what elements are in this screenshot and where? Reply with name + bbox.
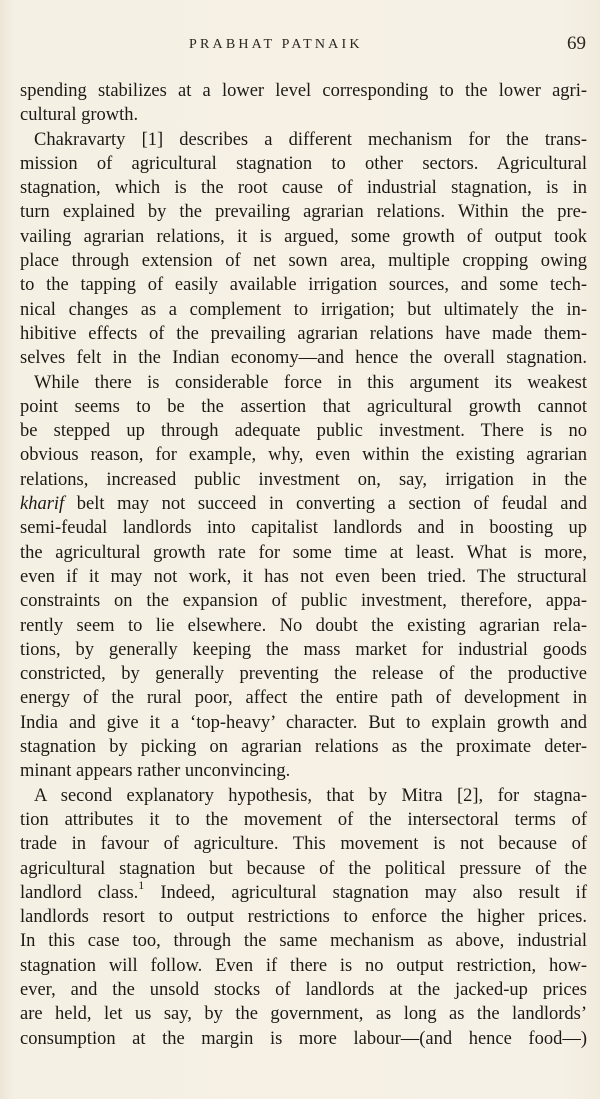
line-text: stagnation by picking on agrarian relations as the proximate deter-	[20, 737, 587, 758]
text-line	[20, 1027, 587, 1051]
text-line	[20, 686, 587, 710]
line-text: turn explained by the prevailing agrarian relations. Within the pre-	[20, 202, 587, 223]
line-text: Indeed, agricultural stagnation may also result if	[144, 882, 587, 903]
text-line	[20, 298, 587, 322]
line-text: Chakravarty [1] describes a different mechanism for the trans-	[34, 129, 587, 150]
line-text: belt may not succeed in converting a section of feudal and	[64, 494, 587, 515]
text-line	[20, 79, 587, 103]
line-text: even if it may not work, it has not even been tried. The structural	[20, 566, 587, 587]
text-line	[20, 1002, 587, 1026]
text-line	[20, 249, 587, 273]
line-text: constricted, by generally preventing the release of the productive	[20, 664, 587, 685]
body-text	[20, 79, 587, 1051]
line-text: trade in favour of agriculture. This movement is not because of	[20, 834, 587, 855]
line-text: energy of the rural poor, affect the entire path of development in	[20, 688, 587, 709]
line-text: cultural growth.	[20, 105, 139, 126]
line-text: vailing agrarian relations, it is argued, some growth of output took	[20, 226, 587, 247]
line-text: India and give it a ‘top-heavy’ character. But to explain growth and	[20, 712, 587, 733]
text-line	[20, 954, 587, 978]
line-text: stagnation, which is the root cause of industrial stagnation, is in	[20, 178, 587, 199]
line-text: agricultural stagnation but because of the political pressure of the	[20, 858, 587, 879]
text-line	[20, 589, 587, 613]
italic-term: kharif	[20, 494, 65, 515]
line-text: tions, by generally keeping the mass market for industrial goods	[20, 639, 587, 660]
line-text: A second explanatory hypothesis, that by Mitra [2], for stagna-	[34, 785, 587, 806]
running-head: PRABHAT PATNAIK	[189, 37, 363, 52]
text-line	[20, 711, 587, 735]
text-line	[20, 443, 587, 467]
text-line	[20, 176, 587, 200]
line-text: While there is considerable force in this argument its weakest	[34, 372, 587, 393]
line-text: the agricultural growth rate for some time at least. What is more,	[20, 542, 587, 563]
text-line	[20, 492, 587, 516]
line-text: be stepped up through adequate public investment. There is no	[20, 421, 587, 442]
page-number: 69	[567, 33, 586, 54]
text-line	[20, 759, 587, 783]
line-text: constraints on the expansion of public investment, therefore, appa-	[20, 591, 587, 612]
line-text: In this case too, through the same mechanism as above, industrial	[20, 931, 587, 952]
line-text: minant appears rather unconvincing.	[20, 761, 291, 782]
text-line	[20, 735, 587, 759]
page-header	[0, 33, 600, 57]
text-line	[20, 905, 587, 929]
line-text: nical changes as a complement to irrigation; but ultimately the in-	[20, 299, 587, 320]
text-line	[20, 877, 587, 905]
line-text: semi-feudal landlords into capitalist landlords and in boosting up	[20, 518, 587, 539]
text-line	[20, 371, 587, 395]
text-line	[20, 614, 587, 638]
text-line	[20, 808, 587, 832]
text-line	[20, 395, 587, 419]
line-text: rently seem to lie elsewhere. No doubt the existing agrarian rela-	[20, 615, 587, 636]
line-text: hibitive effects of the prevailing agrarian relations have made them-	[20, 323, 587, 344]
text-line	[20, 468, 587, 492]
text-line	[20, 273, 587, 297]
line-text: ever, and the unsold stocks of landlords at the jacked-up prices	[20, 979, 587, 1000]
text-line	[20, 346, 587, 370]
text-line	[20, 784, 587, 808]
text-line	[20, 662, 587, 686]
line-text: to the tapping of easily available irrigation sources, and some tech-	[20, 275, 587, 296]
text-line	[20, 541, 587, 565]
text-line	[20, 103, 587, 127]
line-text: tion attributes it to the movement of the intersectoral terms of	[20, 809, 587, 830]
line-text: place through extension of net sown area, multiple cropping owing	[20, 251, 587, 272]
text-line	[20, 929, 587, 953]
line-text: landlord class.	[20, 882, 139, 903]
text-line	[20, 565, 587, 589]
line-text: are held, let us say, by the government, as long as the landlords’	[20, 1004, 587, 1025]
text-line	[20, 225, 587, 249]
line-text: spending stabilizes at a lower level corresponding to the lower agri-	[20, 81, 587, 101]
text-line	[20, 638, 587, 662]
line-text: relations, increased public investment on, say, irrigation in the	[20, 469, 587, 490]
text-line	[20, 978, 587, 1002]
text-line	[20, 516, 587, 540]
text-line	[20, 128, 587, 152]
text-line	[20, 857, 587, 881]
line-text: obvious reason, for example, why, even within the existing agrarian	[20, 445, 587, 466]
line-text: landlords resort to output restrictions to enforce the higher prices.	[20, 907, 587, 928]
text-line	[20, 419, 587, 443]
line-text: point seems to be the assertion that agricultural growth cannot	[20, 396, 587, 417]
line-text: consumption at the margin is more labour—(and hence food—)	[20, 1028, 587, 1049]
text-line	[20, 832, 587, 856]
line-text: selves felt in the Indian economy—and hence the overall stagnation.	[20, 348, 587, 369]
line-text: stagnation will follow. Even if there is no output restriction, how-	[20, 955, 587, 976]
text-line	[20, 200, 587, 224]
line-text: mission of agricultural stagnation to other sectors. Agricultural	[20, 153, 587, 174]
text-line	[20, 152, 587, 176]
text-line	[20, 322, 587, 346]
footnote-marker: 1	[138, 877, 145, 892]
